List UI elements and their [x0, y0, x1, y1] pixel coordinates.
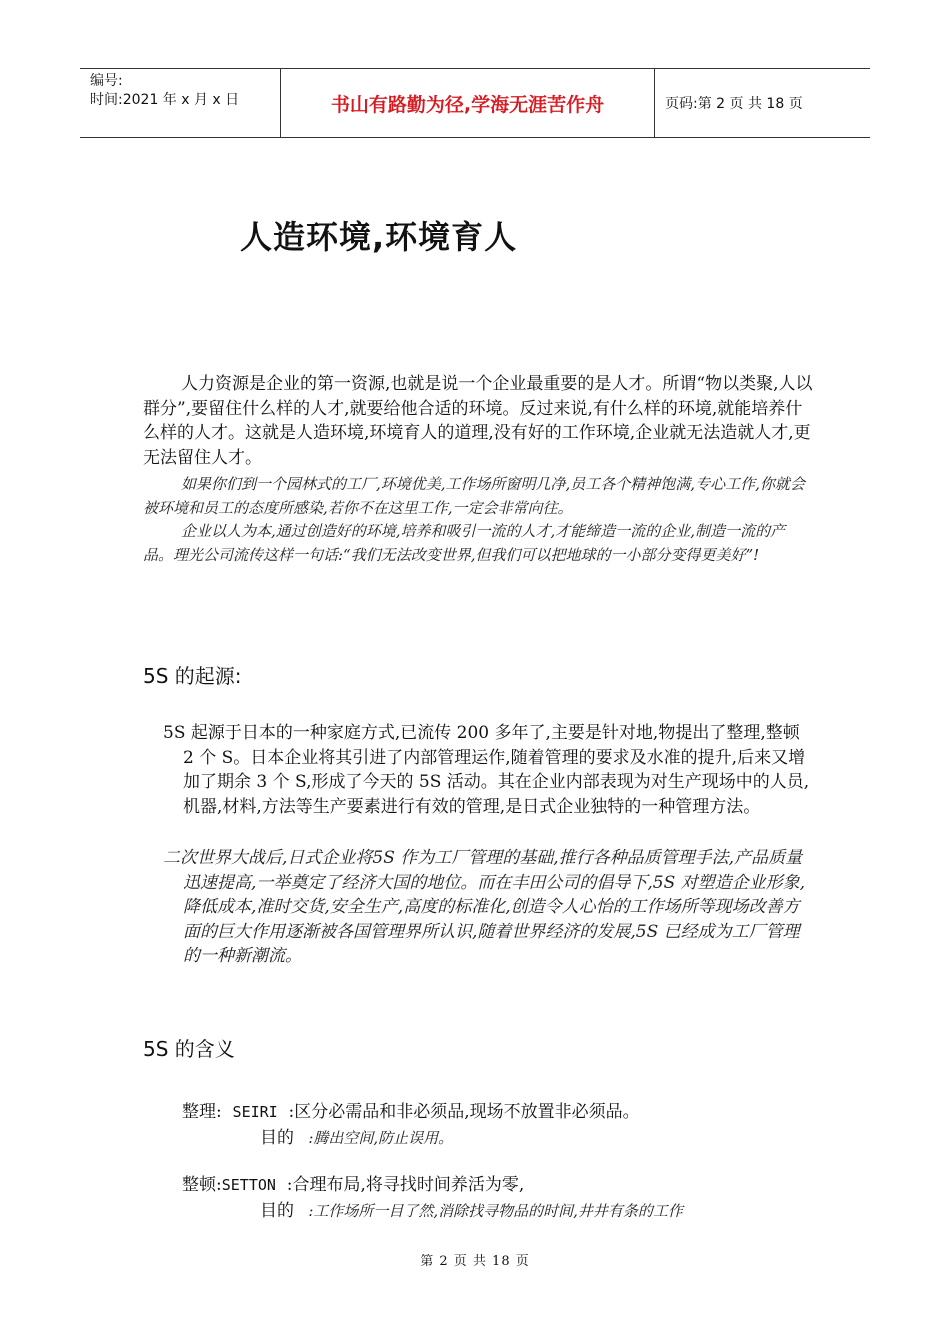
- italic-paragraph-2: 企业以人为本,通过创造好的环境,培养和吸引一流的人才,才能缔造一流的企业,制造一流的产品。理光公司流传这样一句话:“我们无法改变世界,但我们可以把地球的一小部分变得更美好”!: [143, 522, 786, 564]
- document-title: 人造环境,环境育人: [240, 218, 518, 256]
- meaning-heading: 5S 的含义: [143, 1037, 235, 1061]
- page-header: [80, 68, 870, 138]
- origin-text-2: 二次世界大战后,日式企业将5S 作为工厂管理的基础,推行各种品质管理手法,产品质量迅速提高,一举奠定了经济大国的地位。而在丰田公司的倡导下,5S 对塑造企业形象,降低成本,准时交货,安全生产,高度的标准化,创造令人心怡的工作场所等现场改善方面的巨大作用逐渐被各国管理界所认识,随着世界经济的发展,5S 已经成为工厂管理的一种新潮流。: [163, 848, 806, 966]
- origin-paragraph-2: [163, 846, 813, 969]
- meaning-purpose-seiri: [260, 1123, 453, 1151]
- page-footer: 第 2 页 共 18 页: [420, 1254, 530, 1269]
- meaning-item-seiri: [182, 1097, 640, 1122]
- header-motto: 书山有路勤为径,学海无涯苦作舟: [281, 69, 655, 137]
- meaning-purpose-setton: [260, 1196, 683, 1224]
- italic-paragraph-1: 如果你们到一个园林式的工厂,环境优美,工作场所窗明几净,员工各个精神饱满,专心工作,你就会被环境和员工的态度所感染,若你不在这里工作,一定会非常向往。: [143, 475, 805, 517]
- purpose-text: :腾出空间,防止误用。: [308, 1129, 454, 1147]
- header-meta: [80, 69, 281, 137]
- item-term: 整理:: [182, 1102, 222, 1122]
- origin-paragraph-1: [163, 721, 813, 819]
- number-label: 编号:: [90, 73, 123, 89]
- item-term: 整顿:: [182, 1175, 222, 1195]
- meaning-item-setton: [182, 1170, 524, 1195]
- intro-paragraph: 人力资源是企业的第一资源,也就是说一个企业最重要的是人才。所谓“物以类聚,人以群分”,要留住什么样的人才,就要给他合适的环境。反过来说,有什么样的环境,就能培养什么样的人才。这就是人造环境,环境育人的道理,没有好的工作环境,企业就无法造就人才,更无法留住人才。: [143, 374, 813, 468]
- item-description: :合理布局,将寻找时间养活为零,: [286, 1175, 525, 1195]
- origin-heading: 5S 的起源:: [143, 664, 242, 688]
- header-page-info: 页码:第 2 页 共 18 页: [665, 96, 803, 112]
- item-code: SETTON: [221, 1176, 276, 1194]
- item-description: :区分必需品和非必须品,现场不放置非必须品。: [288, 1102, 640, 1122]
- purpose-label: 目的: [260, 1201, 294, 1221]
- item-code: SEIRI: [232, 1103, 278, 1121]
- origin-text-1: 5S 起源于日本的一种家庭方式,已流传 200 多年了,主要是针对地,物提出了整理,整顿 2 个 S。日本企业将其引进了内部管理运作,随着管理的要求及水准的提升,后来又增加了期余 3 个 S,形成了今天的 5S 活动。其在企业内部表现为对生产现场中的人员,机器,材料,方法等生产要素进行有效的管理,是日式企业独特的一种管理方法。: [163, 723, 810, 817]
- purpose-label: 目的: [260, 1128, 294, 1148]
- time-label: 时间:2021 年 x 月 x 日: [90, 92, 240, 108]
- purpose-text: :工作场所一目了然,消除找寻物品的时间,井井有条的工作: [308, 1202, 683, 1220]
